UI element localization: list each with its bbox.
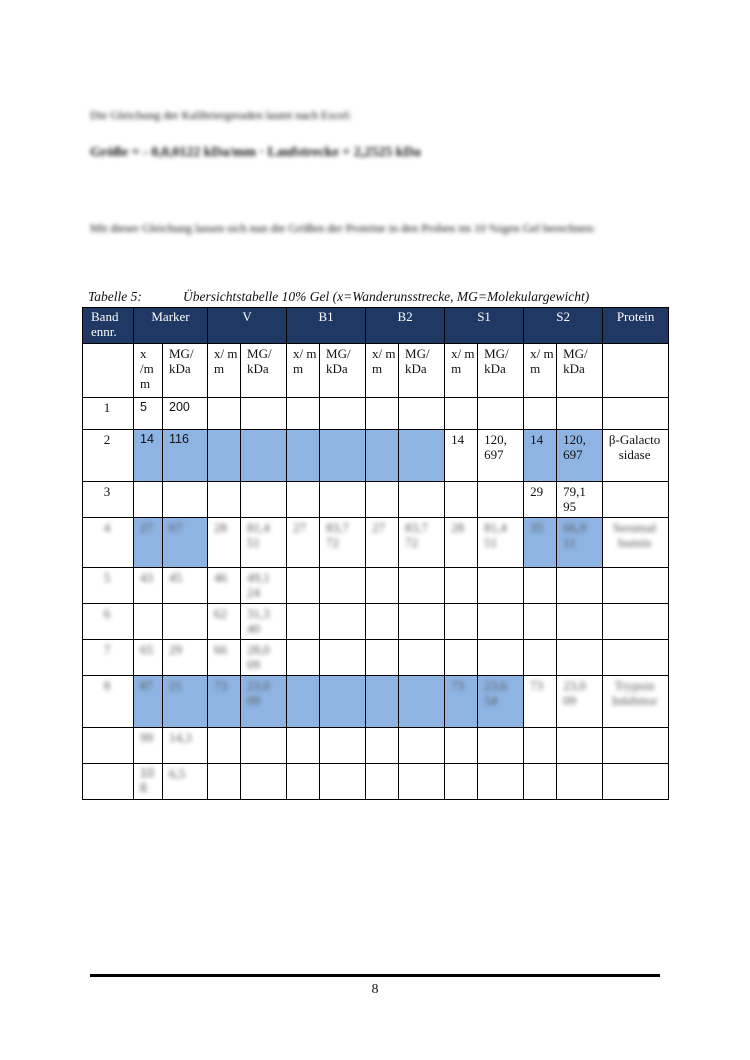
band-number-cell: [83, 518, 134, 568]
table-cell: [287, 728, 320, 764]
band-number-cell: [83, 604, 134, 640]
table-cell: [320, 482, 366, 518]
cell-text: 43: [140, 570, 153, 585]
table-cell: [134, 764, 163, 800]
table-cell: [208, 676, 241, 728]
cell-text: 67: [169, 520, 182, 535]
table-cell: [478, 482, 524, 518]
table-cell: [208, 764, 241, 800]
cell-text: 29: [169, 642, 182, 657]
table-cell: [399, 398, 445, 430]
table-cell: [241, 398, 287, 430]
table-cell: [366, 640, 399, 676]
cell-text: 83,7 72: [326, 520, 349, 550]
table-cell: [399, 676, 445, 728]
table-cell: [445, 568, 478, 604]
table-cell: [208, 482, 241, 518]
table-cell: [478, 640, 524, 676]
band-number-cell: [83, 676, 134, 728]
table-cell: [478, 604, 524, 640]
table-cell: [557, 398, 603, 430]
cell-text: 1: [103, 400, 111, 415]
table-cell: [134, 604, 163, 640]
protein-name-cell: [603, 398, 669, 430]
protein-name-cell: [603, 430, 669, 482]
subheader-cell: x/ m m: [366, 344, 399, 398]
table-cell: [134, 676, 163, 728]
table-subheader-row: [83, 344, 669, 398]
table-cell: [366, 430, 399, 482]
table-cell: [163, 604, 208, 640]
intro-paragraph: Mit dieser Gleichung lassen sich nun die Größen der Proteine in den Proben im 10 %igen Gel berechnen:: [90, 221, 596, 235]
table-row: [83, 676, 669, 728]
table-cell: [241, 604, 287, 640]
table-cell: [399, 568, 445, 604]
table-cell: [320, 728, 366, 764]
table-row: [83, 568, 669, 604]
table-cell: [241, 430, 287, 482]
table-row: [83, 430, 669, 482]
cell-text: Serumal bumin: [612, 520, 657, 550]
table-cell: [478, 398, 524, 430]
cell-text: 28,0 09: [247, 642, 270, 672]
cell-text: 116: [169, 432, 189, 446]
table-cell: [287, 518, 320, 568]
cell-text: 200: [169, 400, 190, 414]
table-cell: [557, 604, 603, 640]
table-cell: [208, 398, 241, 430]
table-cell: [399, 764, 445, 800]
table-cell: [320, 518, 366, 568]
footer-rule: [90, 974, 660, 977]
protein-name-cell: [603, 728, 669, 764]
cell-text: 6,5: [169, 766, 186, 781]
table-cell: [287, 764, 320, 800]
cell-text: 81,4 51: [484, 520, 507, 550]
subheader-cell: x/ m m: [208, 344, 241, 398]
table-cell: [445, 764, 478, 800]
intro-text: Die Gleichung der Kalibriergeraden lautet nach Excel:: [90, 108, 352, 122]
table-cell: [320, 640, 366, 676]
table-cell: [557, 518, 603, 568]
table-cell: [320, 676, 366, 728]
table-cell: [366, 676, 399, 728]
table-cell: [208, 728, 241, 764]
band-number-cell: [83, 568, 134, 604]
band-number-cell: [83, 640, 134, 676]
cell-text: 83,7 72: [405, 520, 428, 550]
cell-text: 99: [140, 730, 153, 745]
cell-text: 120, 697: [484, 432, 507, 462]
subheader-cell: MG/ kDa: [163, 344, 208, 398]
cell-text: 14,3: [169, 730, 192, 745]
table-cell: [524, 640, 557, 676]
table-cell: [557, 640, 603, 676]
table-cell: [445, 604, 478, 640]
cell-text: 28: [451, 520, 465, 535]
table-cell: [399, 728, 445, 764]
table-cell: [287, 604, 320, 640]
protein-name-cell: [603, 568, 669, 604]
table-cell: [478, 518, 524, 568]
cell-text: 14: [530, 432, 544, 447]
header-b1: B1: [287, 308, 366, 344]
protein-name-cell: [603, 604, 669, 640]
table-cell: [524, 604, 557, 640]
table-cell: [320, 604, 366, 640]
page-number: 8: [371, 982, 379, 997]
table-cell: [445, 640, 478, 676]
table-cell: [445, 430, 478, 482]
table-cell: [241, 728, 287, 764]
table-cell: [287, 568, 320, 604]
header-band: Band ennr.: [83, 308, 134, 344]
table-cell: [320, 430, 366, 482]
table-row: [83, 398, 669, 430]
cell-text: 3: [103, 484, 111, 499]
protein-name-cell: [603, 482, 669, 518]
cell-text: Trypsin Inhibitor: [611, 678, 658, 708]
subheader-cell: [603, 344, 669, 398]
subheader-cell: MG/ kDa: [320, 344, 366, 398]
table-cell: [524, 676, 557, 728]
table-cell: [557, 728, 603, 764]
cell-text: 5: [103, 570, 111, 585]
cell-text: 28: [214, 520, 228, 535]
table-cell: [163, 430, 208, 482]
subheader-cell: MG/ kDa: [241, 344, 287, 398]
band-number-cell: [83, 398, 134, 430]
table-row: [83, 640, 669, 676]
table-cell: [287, 398, 320, 430]
table-cell: [134, 568, 163, 604]
table-cell: [366, 398, 399, 430]
protein-name-cell: [603, 676, 669, 728]
table-cell: [478, 764, 524, 800]
table-cell: [163, 398, 208, 430]
cell-text: 66: [214, 642, 228, 657]
table-cell: [163, 728, 208, 764]
table-cell: [445, 482, 478, 518]
table-cell: [445, 398, 478, 430]
cell-text: 27: [293, 520, 307, 535]
table-cell: [287, 482, 320, 518]
table-cell: [524, 482, 557, 518]
table-cell: [163, 482, 208, 518]
band-number-cell: [83, 482, 134, 518]
table-cell: [524, 518, 557, 568]
cell-text: 73: [214, 678, 228, 693]
cell-text: 31,3 40: [247, 606, 270, 636]
table-cell: [366, 728, 399, 764]
protein-name-cell: [603, 640, 669, 676]
cell-text: 23,0 09: [247, 678, 270, 708]
cell-text: 35: [530, 520, 544, 535]
table-cell: [163, 568, 208, 604]
subheader-cell: MG/ kDa: [399, 344, 445, 398]
table-row: [83, 604, 669, 640]
cell-text: 120, 697: [563, 432, 586, 462]
table-cell: [524, 764, 557, 800]
cell-text: 5: [140, 400, 147, 414]
table-cell: [399, 518, 445, 568]
table-cell: [557, 568, 603, 604]
table-cell: [524, 728, 557, 764]
table-cell: [163, 640, 208, 676]
table-cell: [208, 604, 241, 640]
cell-text: 14: [140, 432, 154, 446]
subheader-cell: [83, 344, 134, 398]
table-caption: [88, 289, 589, 305]
caption-text: Übersichtstabelle 10% Gel (x=Wanderunsstrecke, MG=Molekulargewicht): [183, 289, 590, 304]
cell-text: 79,1 95: [563, 484, 586, 514]
table-cell: [399, 604, 445, 640]
cell-text: 73: [530, 678, 544, 693]
header-v: V: [208, 308, 287, 344]
table-cell: [320, 568, 366, 604]
header-s1: S1: [445, 308, 524, 344]
cell-text: 29: [530, 484, 544, 499]
table-cell: [208, 568, 241, 604]
table-cell: [320, 398, 366, 430]
table-cell: [478, 728, 524, 764]
table-cell: [478, 676, 524, 728]
table-cell: [134, 518, 163, 568]
cell-text: 73: [451, 678, 465, 693]
subheader-cell: x/ m m: [287, 344, 320, 398]
table-cell: [366, 764, 399, 800]
cell-text: 2: [103, 432, 111, 447]
table-cell: [241, 676, 287, 728]
band-number-cell: [83, 430, 134, 482]
table-header-row: [83, 308, 669, 344]
table-row: [83, 764, 669, 800]
subheader-cell: MG/ kDa: [557, 344, 603, 398]
table-cell: [241, 640, 287, 676]
table-cell: [134, 640, 163, 676]
cell-text: 81,4 51: [247, 520, 270, 550]
cell-text: 87: [140, 678, 153, 693]
protein-name-cell: [603, 764, 669, 800]
table-cell: [557, 430, 603, 482]
table-cell: [241, 568, 287, 604]
table-cell: [399, 640, 445, 676]
table-cell: [445, 518, 478, 568]
subheader-cell: x /m m: [134, 344, 163, 398]
table-cell: [557, 482, 603, 518]
subheader-cell: MG/ kDa: [478, 344, 524, 398]
table-cell: [208, 640, 241, 676]
calibration-formula: Größe = - 0,0,0122 kDa/mm · Laufstrecke + 2,2525 kDa: [90, 145, 421, 160]
table-cell: [366, 604, 399, 640]
cell-text: 10 6: [140, 766, 154, 795]
header-s2: S2: [524, 308, 603, 344]
table-cell: [163, 764, 208, 800]
table-row: [83, 728, 669, 764]
table-cell: [134, 728, 163, 764]
table-cell: [445, 728, 478, 764]
header-protein: Protein: [603, 308, 669, 344]
table-cell: [366, 568, 399, 604]
cell-text: 23,0 09: [563, 678, 586, 708]
cell-text: 7: [103, 642, 111, 657]
cell-text: β-Galacto sidase: [608, 432, 661, 462]
cell-text: 27: [372, 520, 386, 535]
cell-text: 49,1 24: [247, 570, 270, 600]
table-cell: [445, 676, 478, 728]
header-marker: Marker: [134, 308, 208, 344]
table-cell: [399, 482, 445, 518]
table-cell: [287, 430, 320, 482]
table-row: [83, 518, 669, 568]
table-row: [83, 482, 669, 518]
table-cell: [557, 676, 603, 728]
table-cell: [287, 640, 320, 676]
cell-text: 62: [214, 606, 228, 621]
table-cell: [134, 482, 163, 518]
protein-name-cell: [603, 518, 669, 568]
cell-text: 6: [103, 606, 111, 621]
table-cell: [478, 568, 524, 604]
table-cell: [208, 430, 241, 482]
table-cell: [241, 764, 287, 800]
table-cell: [134, 430, 163, 482]
cell-text: 46: [214, 570, 228, 585]
header-b2: B2: [366, 308, 445, 344]
table-cell: [287, 676, 320, 728]
cell-text: 14: [451, 432, 465, 447]
cell-text: 8: [103, 678, 111, 693]
cell-text: 27: [140, 520, 153, 535]
table-cell: [241, 518, 287, 568]
table-cell: [399, 430, 445, 482]
cell-text: 21: [169, 678, 182, 693]
table-cell: [524, 398, 557, 430]
caption-label: Tabelle 5:: [88, 289, 142, 304]
subheader-cell: x/ m m: [524, 344, 557, 398]
band-number-cell: [83, 764, 134, 800]
table-cell: [366, 482, 399, 518]
subheader-cell: x/ m m: [445, 344, 478, 398]
table-cell: [320, 764, 366, 800]
cell-text: 4: [103, 520, 111, 535]
table-cell: [524, 430, 557, 482]
table-cell: [163, 676, 208, 728]
band-number-cell: [83, 728, 134, 764]
cell-text: 66,9 11: [563, 520, 586, 550]
cell-text: 45: [169, 570, 182, 585]
gel-overview-table: [82, 307, 669, 800]
table-cell: [478, 430, 524, 482]
table-cell: [557, 764, 603, 800]
table-cell: [163, 518, 208, 568]
cell-text: 23,6 54: [484, 678, 507, 708]
table-cell: [524, 568, 557, 604]
table-cell: [366, 518, 399, 568]
table-cell: [208, 518, 241, 568]
table-cell: [241, 482, 287, 518]
table-cell: [134, 398, 163, 430]
cell-text: 65: [140, 642, 153, 657]
